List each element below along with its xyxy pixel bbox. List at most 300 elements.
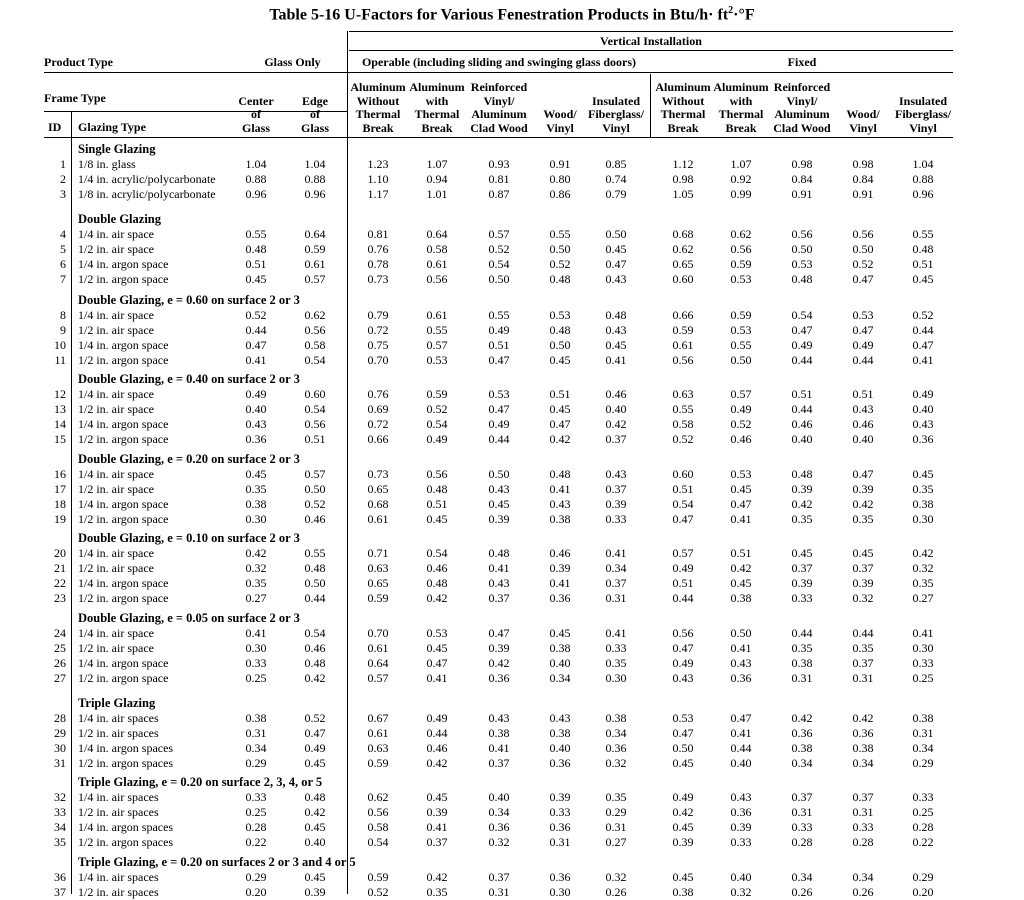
u-factor-cell: 0.41 xyxy=(605,626,627,640)
op-al-with-tb-header-line: Aluminum xyxy=(409,80,465,94)
u-factor-cell: 0.37 xyxy=(605,482,627,496)
u-factor-cell: 0.45 xyxy=(304,820,326,834)
row-id: 22 xyxy=(54,576,66,590)
u-factor-cell: 0.50 xyxy=(605,227,627,241)
u-factor-cell: 0.40 xyxy=(549,656,571,670)
u-factor-cell: 0.45 xyxy=(549,402,571,416)
u-factor-cell: 0.37 xyxy=(605,432,627,446)
u-factor-cell: 0.45 xyxy=(426,790,448,804)
op-reinforced-header-line: Clad Wood xyxy=(470,120,528,135)
u-factor-cell: 0.54 xyxy=(426,417,448,431)
u-factor-cell: 1.04 xyxy=(304,157,326,171)
u-factor-cell: 0.58 xyxy=(304,338,326,352)
u-factor-cell: 0.29 xyxy=(912,870,934,884)
u-factor-cell: 0.61 xyxy=(367,512,389,526)
u-factor-cell: 0.45 xyxy=(672,870,694,884)
table-row xyxy=(0,576,1024,591)
u-factor-cell: 1.10 xyxy=(367,172,389,186)
u-factor-cell: 0.58 xyxy=(672,417,694,431)
u-factor-cell: 0.86 xyxy=(549,187,571,201)
op-al-with-tb-header-line: with xyxy=(425,93,449,108)
u-factor-cell: 1.04 xyxy=(245,157,267,171)
op-insulated-header-line: Fiberglass/ xyxy=(588,107,644,121)
op-al-without-tb-header-line: Aluminum xyxy=(350,80,406,94)
section-title: Double Glazing, e = 0.60 on surface 2 or 3 xyxy=(78,293,300,307)
glass-only-header: Glass Only xyxy=(264,55,321,69)
u-factor-cell: 0.39 xyxy=(791,576,813,590)
row-id: 6 xyxy=(60,257,66,271)
edge-of-glass-header-line: of xyxy=(310,107,320,121)
u-factor-cell: 0.36 xyxy=(912,432,934,446)
u-factor-cell: 0.51 xyxy=(426,497,448,511)
row-id: 28 xyxy=(54,711,66,725)
u-factor-cell: 0.45 xyxy=(912,272,934,286)
u-factor-cell: 0.51 xyxy=(488,338,510,352)
u-factor-cell: 0.31 xyxy=(852,671,874,685)
u-factor-cell: 0.45 xyxy=(549,626,571,640)
u-factor-cell: 0.29 xyxy=(605,805,627,819)
u-factor-cell: 0.37 xyxy=(488,591,510,605)
u-factor-cell: 0.43 xyxy=(605,323,627,337)
u-factor-cell: 0.52 xyxy=(730,417,752,431)
fx-al-with-tb-header-line: Aluminum xyxy=(713,80,769,94)
u-factor-cell: 0.65 xyxy=(367,482,389,496)
u-factor-cell: 0.31 xyxy=(605,820,627,834)
u-factor-cell: 0.42 xyxy=(852,497,874,511)
u-factor-cell: 0.46 xyxy=(730,432,752,446)
row-id: 2 xyxy=(60,172,66,186)
u-factor-cell: 0.36 xyxy=(605,741,627,755)
glazing-type-cell: 1/2 in. air spaces xyxy=(78,726,159,740)
op-al-without-tb-header-line: Thermal xyxy=(355,107,401,121)
u-factor-cell: 0.42 xyxy=(791,497,813,511)
u-factor-cell: 0.45 xyxy=(245,467,267,481)
u-factor-cell: 0.53 xyxy=(488,387,510,401)
u-factor-cell: 1.07 xyxy=(426,157,448,171)
u-factor-cell: 0.49 xyxy=(791,338,813,352)
row-id: 25 xyxy=(54,641,66,655)
u-factor-cell: 0.96 xyxy=(912,187,934,201)
u-factor-cell: 0.37 xyxy=(791,790,813,804)
u-factor-cell: 0.36 xyxy=(549,591,571,605)
u-factor-cell: 0.42 xyxy=(488,656,510,670)
u-factor-cell: 0.49 xyxy=(426,432,448,446)
glazing-type-cell: 1/4 in. air space xyxy=(78,546,154,560)
u-factor-cell: 0.36 xyxy=(852,726,874,740)
u-factor-cell: 0.76 xyxy=(367,387,389,401)
u-factor-cell: 0.33 xyxy=(605,512,627,526)
u-factor-cell: 0.36 xyxy=(549,756,571,770)
glazing-type-cell: 1/2 in. air spaces xyxy=(78,885,159,899)
u-factor-cell: 0.37 xyxy=(426,835,448,849)
u-factor-cell: 0.47 xyxy=(605,257,627,271)
row-id: 23 xyxy=(54,591,66,605)
fx-al-with-tb-header-line: Thermal xyxy=(718,107,764,121)
u-factor-cell: 0.51 xyxy=(852,387,874,401)
u-factor-cell: 0.39 xyxy=(426,805,448,819)
u-factor-cell: 0.37 xyxy=(852,561,874,575)
u-factor-cell: 0.48 xyxy=(791,467,813,481)
u-factor-cell: 0.52 xyxy=(852,257,874,271)
u-factor-cell: 0.56 xyxy=(426,467,448,481)
u-factor-cell: 0.57 xyxy=(426,338,448,352)
u-factor-cell: 0.47 xyxy=(549,417,571,431)
u-factor-cell: 0.56 xyxy=(852,227,874,241)
u-factor-cell: 0.55 xyxy=(912,227,934,241)
row-id: 16 xyxy=(54,467,66,481)
u-factor-cell: 0.29 xyxy=(245,870,267,884)
row-id: 26 xyxy=(54,656,66,670)
u-factor-cell: 0.56 xyxy=(426,272,448,286)
rule-under-vertical xyxy=(349,50,953,51)
u-factor-cell: 0.96 xyxy=(304,187,326,201)
rule-operable-fixed xyxy=(650,74,651,138)
row-id: 34 xyxy=(54,820,66,834)
u-factor-cell: 0.50 xyxy=(304,576,326,590)
section-title: Double Glazing xyxy=(78,212,161,226)
u-factor-cell: 0.56 xyxy=(672,353,694,367)
table-row xyxy=(0,227,1024,242)
u-factor-cell: 0.91 xyxy=(791,187,813,201)
u-factor-cell: 0.48 xyxy=(304,790,326,804)
u-factor-cell: 0.38 xyxy=(605,711,627,725)
u-factor-cell: 0.40 xyxy=(730,756,752,770)
u-factor-cell: 0.29 xyxy=(245,756,267,770)
u-factor-cell: 0.35 xyxy=(852,512,874,526)
fx-reinforced-header-line: Reinforced xyxy=(773,80,831,94)
u-factor-cell: 0.38 xyxy=(852,741,874,755)
glazing-type-cell: 1/4 in. argon space xyxy=(78,576,169,590)
glazing-type-cell: 1/4 in. air spaces xyxy=(78,790,159,804)
u-factor-cell: 0.31 xyxy=(912,726,934,740)
u-factor-cell: 0.52 xyxy=(304,497,326,511)
u-factor-cell: 0.54 xyxy=(791,308,813,322)
row-id: 35 xyxy=(54,835,66,849)
u-factor-cell: 0.45 xyxy=(672,756,694,770)
u-factor-cell: 0.34 xyxy=(245,741,267,755)
u-factor-cell: 0.48 xyxy=(245,242,267,256)
u-factor-cell: 0.53 xyxy=(730,467,752,481)
u-factor-cell: 0.47 xyxy=(672,512,694,526)
u-factor-cell: 0.65 xyxy=(367,576,389,590)
table-row xyxy=(0,402,1024,417)
u-factor-cell: 0.28 xyxy=(245,820,267,834)
row-id: 14 xyxy=(54,417,66,431)
u-factor-cell: 0.44 xyxy=(791,626,813,640)
u-factor-cell: 0.34 xyxy=(852,756,874,770)
u-factor-cell: 0.50 xyxy=(730,626,752,640)
u-factor-cell: 0.45 xyxy=(488,497,510,511)
glazing-type-cell: 1/4 in. argon space xyxy=(78,497,169,511)
u-factor-cell: 0.80 xyxy=(549,172,571,186)
section-title: Triple Glazing xyxy=(78,696,156,710)
u-factor-cell: 0.47 xyxy=(852,467,874,481)
u-factor-cell: 0.50 xyxy=(672,741,694,755)
op-wood-vinyl-header-line: Wood/ xyxy=(543,107,577,121)
u-factor-cell: 0.59 xyxy=(730,308,752,322)
u-factor-cell: 0.30 xyxy=(912,512,934,526)
table-row xyxy=(0,467,1024,482)
u-factor-cell: 0.49 xyxy=(672,790,694,804)
u-factor-cell: 0.74 xyxy=(605,172,627,186)
u-factor-cell: 0.48 xyxy=(791,272,813,286)
u-factor-cell: 0.47 xyxy=(912,338,934,352)
op-al-without-tb-header-line: Break xyxy=(362,120,394,135)
product-type-header: Product Type xyxy=(44,55,114,69)
u-factor-cell: 0.30 xyxy=(912,641,934,655)
table-row xyxy=(0,546,1024,561)
row-id: 9 xyxy=(60,323,66,337)
u-factor-cell: 0.35 xyxy=(245,482,267,496)
u-factor-cell: 0.20 xyxy=(245,885,267,899)
u-factor-cell: 0.57 xyxy=(672,546,694,560)
u-factor-cell: 0.53 xyxy=(730,323,752,337)
u-factor-cell: 0.48 xyxy=(426,482,448,496)
u-factor-cell: 0.62 xyxy=(367,790,389,804)
rule-top xyxy=(349,31,953,32)
u-factor-cell: 0.61 xyxy=(672,338,694,352)
glazing-type-cell: 1/2 in. air space xyxy=(78,482,154,496)
u-factor-cell: 0.57 xyxy=(488,227,510,241)
u-factor-cell: 0.51 xyxy=(730,546,752,560)
u-factor-cell: 0.87 xyxy=(488,187,510,201)
u-factor-cell: 0.33 xyxy=(730,835,752,849)
row-id: 31 xyxy=(54,756,66,770)
u-factor-cell: 0.48 xyxy=(912,242,934,256)
u-factor-cell: 0.53 xyxy=(791,257,813,271)
fx-al-without-tb-header-line: Without xyxy=(661,93,705,108)
u-factor-cell: 0.50 xyxy=(852,242,874,256)
u-factor-cell: 0.78 xyxy=(367,257,389,271)
section-title: Triple Glazing, e = 0.20 on surfaces 2 or 3 and 4 or 5 xyxy=(78,855,356,869)
u-factor-cell: 0.41 xyxy=(912,626,934,640)
glazing-type-cell: 1/4 in. air space xyxy=(78,387,154,401)
u-factor-cell: 0.56 xyxy=(304,417,326,431)
table-row xyxy=(0,711,1024,726)
u-factor-cell: 0.39 xyxy=(791,482,813,496)
u-factor-cell: 0.41 xyxy=(912,353,934,367)
edge-of-glass-header-line: Glass xyxy=(300,120,329,135)
u-factor-cell: 0.39 xyxy=(549,561,571,575)
u-factor-cell: 0.43 xyxy=(852,402,874,416)
op-insulated-header-line: Vinyl xyxy=(602,120,630,135)
u-factor-cell: 0.45 xyxy=(730,576,752,590)
row-id: 1 xyxy=(60,157,66,171)
u-factor-cell: 0.49 xyxy=(245,387,267,401)
u-factor-cell: 0.30 xyxy=(245,641,267,655)
center-of-glass-header-line: Center xyxy=(238,93,274,108)
u-factor-cell: 0.41 xyxy=(605,546,627,560)
fixed-header: Fixed xyxy=(787,55,817,69)
u-factor-cell: 0.37 xyxy=(791,561,813,575)
u-factor-cell: 0.63 xyxy=(367,561,389,575)
u-factor-cell: 0.59 xyxy=(304,242,326,256)
u-factor-cell: 0.44 xyxy=(730,741,752,755)
u-factor-cell: 0.49 xyxy=(672,656,694,670)
u-factor-cell: 0.40 xyxy=(730,870,752,884)
glazing-type-cell: 1/2 in. air space xyxy=(78,323,154,337)
u-factor-cell: 0.43 xyxy=(549,497,571,511)
u-factor-cell: 0.31 xyxy=(245,726,267,740)
glazing-type-cell: 1/2 in. argon space xyxy=(78,353,169,367)
u-factor-cell: 0.54 xyxy=(304,353,326,367)
u-factor-cell: 0.33 xyxy=(912,790,934,804)
u-factor-cell: 0.64 xyxy=(304,227,326,241)
u-factor-cell: 0.93 xyxy=(488,157,510,171)
u-factor-cell: 0.35 xyxy=(245,576,267,590)
table-row xyxy=(0,512,1024,527)
u-factor-cell: 0.40 xyxy=(304,835,326,849)
table-row xyxy=(0,172,1024,187)
table-row xyxy=(0,656,1024,671)
u-factor-cell: 0.33 xyxy=(245,656,267,670)
u-factor-cell: 0.45 xyxy=(245,272,267,286)
u-factor-cell: 0.53 xyxy=(672,711,694,725)
u-factor-cell: 0.36 xyxy=(730,805,752,819)
u-factor-cell: 0.81 xyxy=(488,172,510,186)
u-factor-cell: 0.98 xyxy=(852,157,874,171)
u-factor-cell: 0.45 xyxy=(426,512,448,526)
u-factor-cell: 0.22 xyxy=(245,835,267,849)
glazing-type-cell: 1/2 in. air space xyxy=(78,242,154,256)
row-id: 17 xyxy=(54,482,66,496)
u-factor-cell: 0.48 xyxy=(605,308,627,322)
fx-reinforced-header-line: Vinyl/ xyxy=(786,93,818,108)
op-al-with-tb-header-line: Thermal xyxy=(414,107,460,121)
u-factor-cell: 0.55 xyxy=(672,402,694,416)
u-factor-cell: 0.45 xyxy=(791,546,813,560)
u-factor-cell: 0.55 xyxy=(426,323,448,337)
u-factor-cell: 0.35 xyxy=(852,641,874,655)
u-factor-cell: 0.40 xyxy=(245,402,267,416)
u-factor-cell: 0.33 xyxy=(605,641,627,655)
u-factor-cell: 0.41 xyxy=(549,576,571,590)
row-id: 20 xyxy=(54,546,66,560)
u-factor-cell: 0.39 xyxy=(730,820,752,834)
u-factor-cell: 0.37 xyxy=(488,870,510,884)
u-factor-cell: 0.60 xyxy=(304,387,326,401)
u-factor-cell: 0.26 xyxy=(605,885,627,899)
u-factor-cell: 0.45 xyxy=(672,820,694,834)
u-factor-cell: 0.45 xyxy=(912,467,934,481)
u-factor-cell: 1.01 xyxy=(426,187,448,201)
u-factor-cell: 0.49 xyxy=(488,417,510,431)
u-factor-cell: 0.91 xyxy=(549,157,571,171)
u-factor-cell: 0.34 xyxy=(605,561,627,575)
table-row xyxy=(0,272,1024,287)
u-factor-cell: 0.43 xyxy=(912,417,934,431)
row-id: 4 xyxy=(60,227,66,241)
u-factor-cell: 0.40 xyxy=(488,790,510,804)
u-factor-cell: 0.45 xyxy=(549,353,571,367)
u-factor-cell: 0.52 xyxy=(426,402,448,416)
u-factor-cell: 0.75 xyxy=(367,338,389,352)
u-factor-cell: 0.39 xyxy=(672,835,694,849)
u-factor-cell: 0.38 xyxy=(730,591,752,605)
u-factor-cell: 0.88 xyxy=(245,172,267,186)
u-factor-cell: 0.45 xyxy=(304,870,326,884)
u-factor-cell: 0.49 xyxy=(852,338,874,352)
u-factor-cell: 0.44 xyxy=(791,353,813,367)
u-factor-cell: 0.35 xyxy=(605,656,627,670)
u-factor-cell: 0.20 xyxy=(912,885,934,899)
u-factor-cell: 0.40 xyxy=(912,402,934,416)
u-factor-cell: 0.32 xyxy=(852,591,874,605)
u-factor-cell: 0.26 xyxy=(791,885,813,899)
u-factor-cell: 0.43 xyxy=(605,467,627,481)
u-factor-cell: 0.47 xyxy=(426,656,448,670)
u-factor-cell: 1.17 xyxy=(367,187,389,201)
fx-wood-vinyl-header-line: Vinyl xyxy=(849,120,877,135)
u-factor-cell: 0.52 xyxy=(304,711,326,725)
u-factor-cell: 0.33 xyxy=(245,790,267,804)
fx-al-without-tb-header-line: Break xyxy=(667,120,699,135)
glazing-type-cell: 1/4 in. air space xyxy=(78,308,154,322)
u-factor-cell: 0.67 xyxy=(367,711,389,725)
u-factor-cell: 0.34 xyxy=(605,726,627,740)
u-factor-cell: 0.48 xyxy=(549,272,571,286)
op-reinforced-header-line: Vinyl/ xyxy=(483,93,515,108)
u-factor-cell: 0.39 xyxy=(488,512,510,526)
fx-al-without-tb-header-line: Aluminum xyxy=(655,80,711,94)
u-factor-cell: 0.51 xyxy=(304,432,326,446)
section-title: Double Glazing, e = 0.20 on surface 2 or 3 xyxy=(78,452,300,466)
center-of-glass-header-line: of xyxy=(251,107,261,121)
glazing-type-cell: 1/2 in. air space xyxy=(78,641,154,655)
table-row xyxy=(0,387,1024,402)
op-wood-vinyl-header-line: Vinyl xyxy=(546,120,574,135)
u-factor-cell: 0.43 xyxy=(605,272,627,286)
u-factor-cell: 0.48 xyxy=(488,546,510,560)
u-factor-cell: 0.88 xyxy=(304,172,326,186)
u-factor-cell: 0.47 xyxy=(672,641,694,655)
u-factor-cell: 0.42 xyxy=(245,546,267,560)
u-factor-cell: 0.35 xyxy=(912,576,934,590)
row-id: 3 xyxy=(60,187,66,201)
table-row xyxy=(0,257,1024,272)
u-factor-cell: 0.43 xyxy=(730,790,752,804)
u-factor-cell: 0.44 xyxy=(304,591,326,605)
u-factor-cell: 0.73 xyxy=(367,272,389,286)
table-title: Table 5-16 U-Factors for Various Fenestration Products in $Btu/h\cdot ft^2\cdot^\circ F$ xyxy=(269,5,755,24)
u-factor-cell: 0.25 xyxy=(245,805,267,819)
table-row xyxy=(0,157,1024,172)
u-factor-cell: 0.54 xyxy=(304,626,326,640)
u-factor-cell: 0.47 xyxy=(304,726,326,740)
u-factor-cell: 0.62 xyxy=(304,308,326,322)
u-factor-cell: 0.36 xyxy=(730,671,752,685)
u-factor-cell: 1.04 xyxy=(912,157,934,171)
u-factor-cell: 0.34 xyxy=(488,805,510,819)
table-row xyxy=(0,805,1024,820)
u-factor-cell: 0.54 xyxy=(488,257,510,271)
u-factor-cell: 0.56 xyxy=(672,626,694,640)
u-factor-cell: 0.57 xyxy=(730,387,752,401)
u-factor-cell: 0.35 xyxy=(912,482,934,496)
section-title: Single Glazing xyxy=(78,142,156,156)
u-factor-cell: 0.39 xyxy=(304,885,326,899)
u-factor-cell: 0.35 xyxy=(791,641,813,655)
u-factor-cell: 0.44 xyxy=(488,432,510,446)
u-factor-cell: 0.32 xyxy=(912,561,934,575)
u-factor-cell: 0.52 xyxy=(488,242,510,256)
u-factor-cell: 0.42 xyxy=(730,561,752,575)
u-factor-cell: 0.35 xyxy=(426,885,448,899)
u-factor-cell: 0.61 xyxy=(304,257,326,271)
table-row xyxy=(0,756,1024,771)
glazing-type-cell: 1/8 in. glass xyxy=(78,157,136,171)
op-insulated-header-line: Insulated xyxy=(591,93,641,108)
